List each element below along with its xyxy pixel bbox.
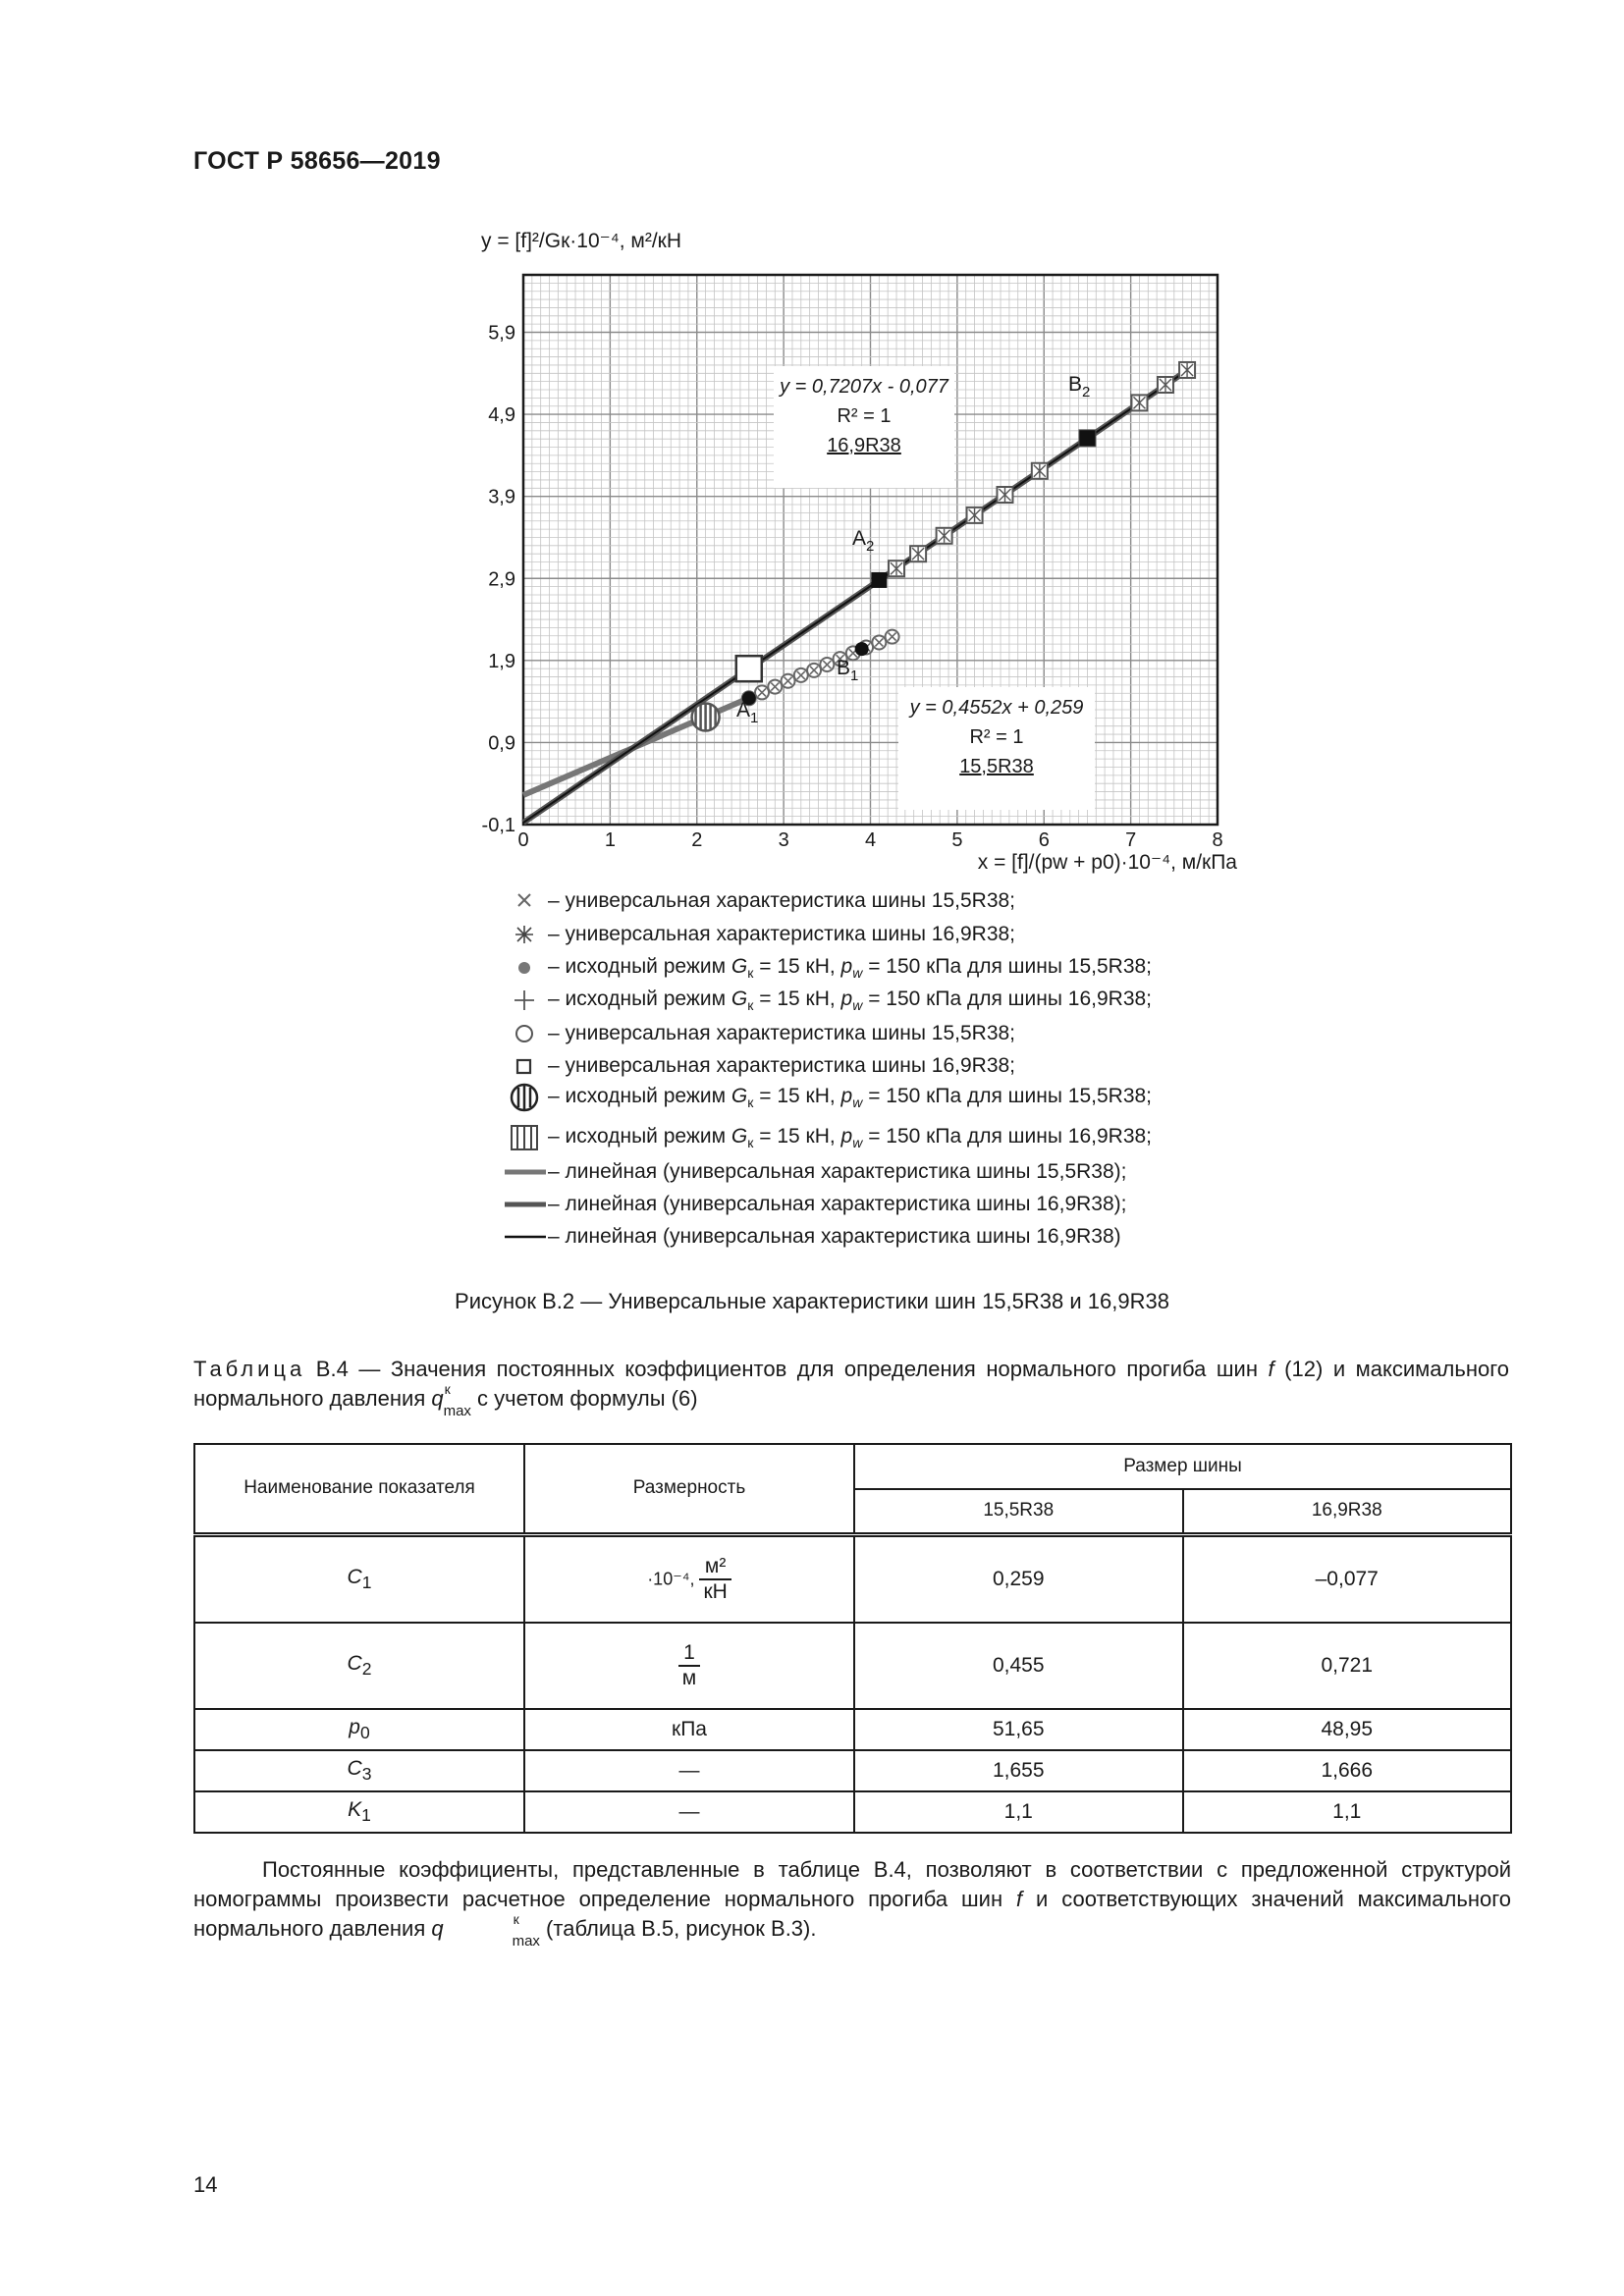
row-name: $C_2$ (194, 1623, 524, 1709)
asterisk-icon (503, 920, 548, 949)
table-row (194, 1709, 1511, 1750)
header-size: Размер шины (854, 1444, 1511, 1489)
row-unit: — (524, 1791, 854, 1833)
point-169 (997, 487, 1012, 503)
legend-text: – универсальная характеристика шины 16,9R38; (548, 1054, 1016, 1077)
label-a2: $A_2$ (852, 527, 875, 555)
legend-item (503, 953, 1152, 983)
open-square-icon (503, 1051, 548, 1081)
legend-item (503, 1051, 1015, 1081)
row-name: $C_3$ (194, 1750, 524, 1791)
y-tick-label: 0,9 (488, 732, 515, 755)
row-unit: ·10⁻⁴, $\frac{\text{м²}}{кН}$ (524, 1534, 854, 1623)
y-axis-label: y = [f]²/Gк·10⁻⁴, м²/кН (481, 230, 682, 252)
table-title: Таблица В.4 — Значения постоянных коэффициентов для определения нормального прогиба шин f (12) и максимального нормального давления q к $_{max}$ с учетом формулы (6) (193, 1357, 1509, 1420)
row-value-155: 0,455 (854, 1623, 1183, 1709)
legend-text: – линейная (универсальная характеристика шины 16,9R38) (548, 1225, 1121, 1248)
size-169: 16,9R38 (827, 435, 901, 456)
point-169 (1131, 395, 1147, 410)
point-b2 (1079, 430, 1095, 446)
legend-text: – исходный режим $G_к = 15$ кН, $p_w = 150$ кПа для шины 15,5R38; (548, 1084, 1153, 1111)
x-tick-label: 2 (691, 829, 703, 851)
coefficients-table (193, 1443, 1512, 1834)
legend-item (503, 886, 1015, 916)
size-155: 15,5R38 (959, 756, 1034, 777)
plus-icon (503, 986, 548, 1015)
legend-text: – универсальная характеристика шины 15,5R38; (548, 1022, 1016, 1044)
legend-item (503, 1157, 1126, 1187)
row-name: $K_1$ (194, 1791, 524, 1833)
x-tick-label: 0 (517, 829, 529, 851)
row-value-169: 1,666 (1183, 1750, 1512, 1791)
legend-item (503, 920, 1015, 949)
x-tick-label: 5 (951, 829, 963, 851)
row-value-169: 0,721 (1183, 1623, 1512, 1709)
header-size-155: 15,5R38 (854, 1489, 1183, 1534)
open-circle-icon (503, 1019, 548, 1048)
legend-item (503, 986, 1152, 1015)
equation-155: y = 0,4552x + 0,259 (909, 697, 1084, 719)
point-155 (755, 685, 769, 699)
thick-dark-line-icon (503, 1190, 548, 1219)
legend-text: – линейная (универсальная характеристика шины 15,5R38); (548, 1160, 1127, 1183)
legend-text: – универсальная характеристика шины 16,9R38; (548, 923, 1016, 945)
x-tick-label: 8 (1212, 829, 1223, 851)
row-value-169: 1,1 (1183, 1791, 1512, 1833)
point-initial-155 (692, 704, 720, 731)
header-unit: Размерность (524, 1444, 854, 1534)
point-169 (1158, 377, 1173, 393)
legend-text: – линейная (универсальная характеристика шины 16,9R38); (548, 1193, 1127, 1215)
y-tick-label: -0,1 (481, 815, 515, 836)
chart-svg (461, 226, 1247, 893)
point-155 (782, 674, 795, 688)
legend-text: – исходный режим $G_к = 15$ кН, $p_w = 150$ кПа для шины 16,9R38; (548, 1124, 1153, 1151)
row-value-155: 0,259 (854, 1534, 1183, 1623)
row-unit: кПа (524, 1709, 854, 1750)
legend-text: – универсальная характеристика шины 15,5R38; (548, 889, 1016, 912)
table-row (194, 1791, 1511, 1833)
legend-text: – исходный режим $G_к = 15$ кН, $p_w = 150$ кПа для шины 15,5R38; (548, 954, 1153, 982)
equation-169: y = 0,7207x - 0,077 (780, 376, 948, 398)
page-number: 14 (193, 2172, 218, 2197)
point-169 (967, 507, 983, 523)
point-169 (1179, 362, 1195, 378)
row-name: $p_0$ (194, 1709, 524, 1750)
legend-item (503, 1222, 1121, 1252)
row-value-155: 1,1 (854, 1791, 1183, 1833)
header-size-169: 16,9R38 (1183, 1489, 1512, 1534)
point-155 (820, 658, 834, 671)
label-b2: $B_2$ (1068, 373, 1091, 400)
row-unit: — (524, 1750, 854, 1791)
point-155 (807, 664, 821, 677)
r2-155: R² = 1 (969, 726, 1024, 748)
row-value-169: –0,077 (1183, 1534, 1512, 1623)
x-tick-label: 3 (778, 829, 789, 851)
point-169 (937, 528, 952, 544)
point-initial-169 (736, 656, 762, 681)
r2-169: R² = 1 (837, 405, 892, 427)
point-169 (889, 561, 904, 576)
row-value-155: 51,65 (854, 1709, 1183, 1750)
y-tick-label: 4,9 (488, 404, 515, 427)
row-unit: $\frac{1}{м}$ (524, 1623, 854, 1709)
x-axis-label: x = [f]/(pw + p0)·10⁻⁴, м/кПа (977, 851, 1237, 874)
point-a2 (871, 572, 887, 588)
thin-black-line-icon (503, 1222, 548, 1252)
cross-icon (503, 886, 548, 916)
x-tick-label: 6 (1038, 829, 1050, 851)
document-header: ГОСТ Р 58656—2019 (193, 147, 441, 175)
label-a1: $A_1$ (736, 699, 759, 726)
label-b1: $B_1$ (837, 657, 859, 684)
x-tick-label: 4 (864, 829, 877, 851)
table-row (194, 1623, 1511, 1709)
point-169 (1032, 463, 1048, 479)
point-155 (886, 630, 899, 644)
thick-gray-line-icon (503, 1157, 548, 1187)
filled-dot-icon (503, 953, 548, 983)
y-tick-label: 5,9 (488, 322, 515, 345)
table-row (194, 1750, 1511, 1791)
y-tick-label: 1,9 (488, 650, 515, 672)
legend-item (503, 1190, 1126, 1219)
striped-circle-icon (503, 1083, 548, 1112)
row-value-155: 1,655 (854, 1750, 1183, 1791)
figure-caption: Рисунок В.2 — Универсальные характеристики шин 15,5R38 и 16,9R38 (455, 1289, 1169, 1313)
chart-figure (461, 226, 1247, 933)
legend-text: – исходный режим $G_к = 15$ кН, $p_w = 150$ кПа для шины 16,9R38; (548, 987, 1153, 1014)
row-value-169: 48,95 (1183, 1709, 1512, 1750)
legend-item (503, 1083, 1152, 1112)
legend-item (503, 1123, 1152, 1152)
row-name: $C_1$ (194, 1534, 524, 1623)
body-paragraph: Постоянные коэффициенты, представленные в таблице В.4, позволяют в соответствии с предложенной структурой номограммы произвести расчетное определение нормального прогиба шин f и соответствующих значений максимального нормального давления q к $_{max}$ (таблица В.5, рисунок В.3). (193, 1857, 1512, 1950)
y-tick-label: 2,9 (488, 568, 515, 591)
striped-square-icon (503, 1123, 548, 1152)
legend-item (503, 1019, 1015, 1048)
y-tick-label: 3,9 (488, 486, 515, 508)
point-155 (768, 680, 782, 694)
header-name: Наименование показателя (194, 1444, 524, 1534)
x-tick-label: 1 (604, 829, 616, 851)
x-tick-label: 7 (1125, 829, 1137, 851)
table-row (194, 1534, 1511, 1623)
point-155 (794, 668, 808, 682)
point-b1 (855, 642, 869, 656)
point-155 (872, 635, 886, 649)
point-169 (910, 546, 926, 561)
